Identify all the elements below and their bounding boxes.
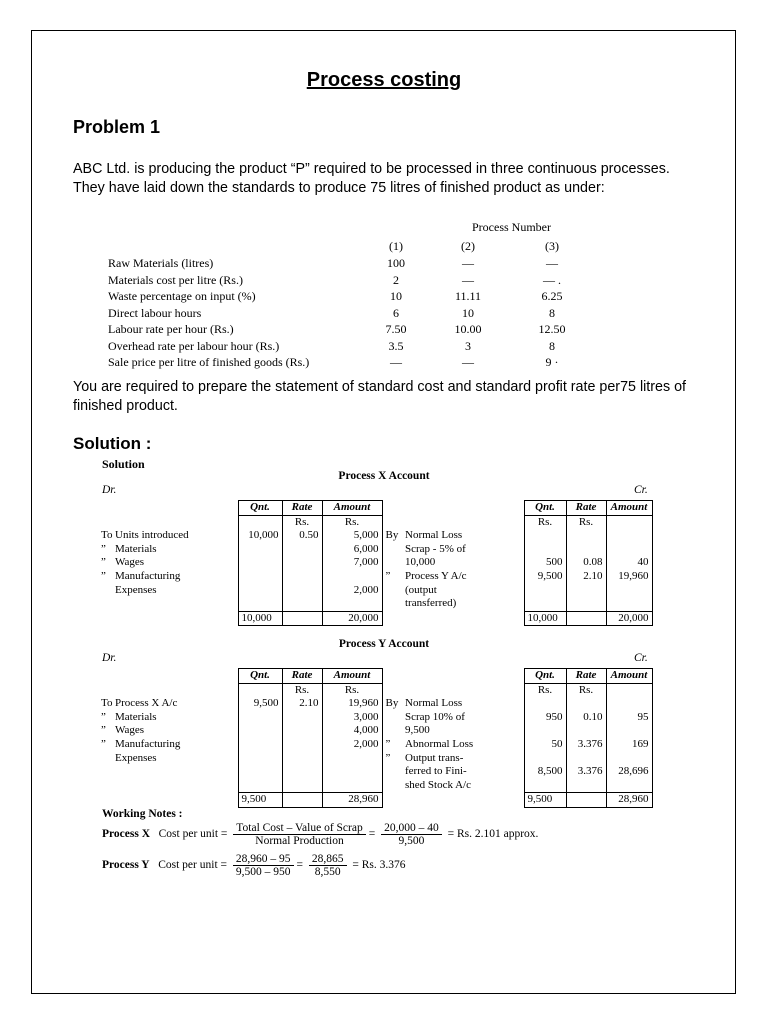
entry-rate [282,738,322,752]
entry-amount: 2,000 [322,584,382,598]
entry-amount [606,597,652,611]
fraction-denominator: 9,500 [398,835,425,847]
fraction-numerator: 28,960 – 95 [233,853,294,866]
entry-particulars: Manufacturing [115,737,181,750]
entry-qnt [524,724,566,738]
entry-qnt [238,738,282,752]
ledger-entry-row [98,570,652,584]
entry-rate [282,711,322,725]
standards-cell: 3 [465,338,471,353]
standards-cell: 2 [393,272,399,287]
ledger-entry-row [98,724,652,738]
ledger-entry-row [98,752,652,766]
standards-column-row [100,239,590,255]
unit-label: Rs. [282,683,322,697]
process-y-cr: Cr. [634,652,648,664]
col-header-qnt: Qnt. [524,669,566,684]
entry-particulars: Scrap 10% of [405,710,465,723]
entry-amount: 3,000 [322,711,382,725]
unit-label: Rs. [322,683,382,697]
process-x-working-result: = Rs. 2.101 approx. [447,828,539,841]
entry-amount [606,543,652,557]
ledger-cell [282,611,322,626]
entry-rate: 0.50 [282,529,322,543]
entry-particulars: Scrap - 5% of [405,542,466,555]
process-y-dr: Dr. [102,652,117,664]
ledger-cell [382,669,524,684]
ledger-units-row [98,683,652,697]
standards-row-label: Raw Materials (litres) [108,256,214,270]
entry-amount: 19,960 [606,570,652,584]
entry-amount: 95 [606,711,652,725]
solution-subheading: Solution [102,457,145,471]
entry-prefix [382,597,402,611]
ledger-total-row [98,793,652,808]
entry-amount [322,765,382,779]
entry-rate: 0.08 [566,556,606,570]
standards-cell: 3.5 [388,338,404,353]
ledger-units-row [98,515,652,529]
standards-row-label: Sale price per litre of finished goods (Rs.) [108,355,310,369]
ledger-cell [566,793,606,808]
standards-header: Process Number [472,220,551,234]
entry-rate [566,543,606,557]
process-x-dr: Dr. [102,484,117,496]
ledger-cell [606,683,652,697]
standards-row-label: Labour rate per hour (Rs.) [108,322,234,336]
entry-particulars [112,779,238,793]
entry-prefix: ” [101,724,106,737]
standards-col-2: (2) [461,239,475,253]
fraction-numerator: 28,865 [309,853,347,866]
entry-prefix: To [101,697,113,710]
ledger-entry-row [98,529,652,543]
entry-prefix [98,584,112,598]
ledger-cell [606,515,652,529]
entry-amount [606,697,652,711]
entry-amount: 169 [606,738,652,752]
standards-row [100,289,590,305]
process-y-account-table [98,668,653,808]
entry-amount [322,570,382,584]
entry-qnt [238,752,282,766]
process-x-account-table [98,500,653,626]
entry-prefix [382,765,402,779]
standards-cell: — [462,272,474,287]
entry-qnt: 950 [524,711,566,725]
entry-amount [606,752,652,766]
standards-cell: 10 [390,289,402,303]
entry-particulars: Expenses [115,583,157,596]
standards-cell: 8 [549,305,555,320]
entry-qnt: 10,000 [238,529,282,543]
process-y-working-text: Cost per unit = [158,859,227,872]
entry-prefix: ” [385,751,391,764]
entry-rate: 0.10 [566,711,606,725]
standards-cell: — [546,256,558,270]
entry-prefix [98,779,112,793]
standards-row-label: Waste percentage on input (%) [108,289,256,303]
entry-prefix [382,584,402,598]
total-qnt: 10,000 [524,611,566,626]
col-header-rate: Rate [566,501,606,516]
ledger-entry-row [98,738,652,752]
entry-rate [282,597,322,611]
ledger-cell [98,611,238,626]
process-x-fraction-1 [233,822,365,847]
entry-rate [566,584,606,598]
entry-prefix [382,711,402,725]
page-title: Process costing [306,69,462,91]
standards-col-1: (1) [389,239,403,253]
fraction-numerator: 20,000 – 40 [381,822,442,835]
entry-qnt [524,752,566,766]
total-amount: 20,000 [606,611,652,626]
standards-cell: — [462,355,474,369]
entry-prefix: ” [101,737,106,750]
entry-qnt [524,543,566,557]
entry-amount: 2,000 [322,738,382,752]
standards-col-3: (3) [545,239,559,253]
standards-cell: 100 [387,256,405,270]
entry-rate [282,556,322,570]
entry-qnt: 50 [524,738,566,752]
process-x-title: Process X Account [338,470,430,482]
total-amount: 28,960 [606,793,652,808]
entry-qnt [238,711,282,725]
entry-particulars: Wages [115,724,145,737]
entry-amount [606,584,652,598]
standards-row-label: Overhead rate per labour hour (Rs.) [108,338,280,353]
entry-rate [282,765,322,779]
entry-qnt [524,584,566,598]
ledger-cell [98,669,238,684]
ledger-entry-row [98,597,652,611]
col-header-amount: Amount [322,669,382,684]
total-qnt: 9,500 [238,793,282,808]
entry-qnt [238,584,282,598]
standards-cell: 10.00 [454,322,482,336]
entry-qnt: 500 [524,556,566,570]
entry-amount [606,724,652,738]
ledger-entry-row [98,584,652,598]
ledger-entry-row [98,697,652,711]
entry-prefix: ” [385,569,391,582]
entry-amount: 6,000 [322,543,382,557]
entry-qnt [524,597,566,611]
entry-prefix: ” [101,556,106,569]
ledger-cell [98,501,238,516]
entry-rate [566,779,606,793]
entry-particulars: Normal Loss [405,529,463,542]
entry-particulars [112,765,238,779]
working-notes-heading: Working Notes : [102,808,183,820]
standards-cell: 6.25 [541,289,563,303]
entry-prefix [382,556,402,570]
fraction-denominator: 9,500 – 950 [235,866,291,878]
ledger-cell [382,683,524,697]
entry-prefix [98,752,112,766]
col-header-qnt: Qnt. [238,501,282,516]
entry-particulars: Materials [115,710,157,723]
standards-cell: 10 [462,305,474,320]
process-x-working-label: Process X [102,828,151,841]
col-header-rate: Rate [282,501,322,516]
entry-qnt: 8,500 [524,765,566,779]
standards-row [100,256,590,272]
process-y-working: Process Y Cost per unit = $\frac{28,960 - 95}{9,500 - 950}$ = $\frac{28,865}{8,550}$ = Rs. 3.376 [102,853,406,878]
process-y-title: Process Y Account [338,638,430,650]
entry-prefix: By [385,697,399,710]
entry-prefix: ” [101,569,106,582]
requirement-paragraph: You are required to prepare the statement of standard cost and standard profit rate per75 litres of finished product. [73,379,687,414]
entry-qnt [238,779,282,793]
entry-rate [282,584,322,598]
intro-paragraph: ABC Ltd. is producing the product “P” required to be processed in three continuous processes. They have laid down the standards to produce 75 litres of finished product as under: [73,161,670,196]
fraction-numerator: Total Cost – Value of Scrap [233,822,365,835]
problem-heading: Problem 1 [73,117,161,137]
entry-amount: 5,000 [322,529,382,543]
entry-particulars: Materials [115,542,157,555]
standards-row [100,322,590,338]
entry-amount [322,779,382,793]
entry-rate: 3.376 [566,765,606,779]
col-header-rate: Rate [566,669,606,684]
entry-prefix [382,724,402,738]
entry-particulars: (output [405,583,437,596]
entry-particulars: Wages [115,556,145,569]
ledger-cell [282,793,322,808]
ledger-cell [382,793,524,808]
ledger-entry-row [98,556,652,570]
entry-amount: 28,696 [606,765,652,779]
ledger-cell [382,611,524,626]
entry-amount: 40 [606,556,652,570]
ledger-cell [382,501,524,516]
standards-row-label: Materials cost per litre (Rs.) [108,272,243,287]
standards-row-label: Direct labour hours [108,305,202,320]
ledger-entry-row [98,711,652,725]
entry-amount [322,597,382,611]
standards-row [100,339,590,355]
process-x-cr: Cr. [634,484,648,496]
entry-rate [282,752,322,766]
entry-amount [322,752,382,766]
entry-particulars: Output trans- [405,751,464,764]
entry-qnt [238,724,282,738]
entry-qnt [524,779,566,793]
ledger-cell [238,515,282,529]
unit-label: Rs. [282,515,322,529]
ledger-entry-row [98,765,652,779]
entry-particulars: Normal Loss [405,697,463,710]
standards-cell: 9 · [545,355,559,369]
standards-cell: — [462,256,474,270]
col-header-amount: Amount [322,501,382,516]
entry-rate [282,543,322,557]
entry-rate [566,597,606,611]
entry-amount: 7,000 [322,556,382,570]
standards-cell: — . [543,272,561,287]
standards-cell: 8 [549,338,555,353]
entry-prefix: ” [385,737,391,750]
entry-amount: 19,960 [322,697,382,711]
solution-heading: Solution : [73,434,152,453]
ledger-cell [382,515,524,529]
entry-qnt [524,529,566,543]
entry-particulars: Units introduced [115,529,189,542]
entry-rate [282,570,322,584]
process-y-fraction-2 [309,853,347,878]
entry-amount [606,779,652,793]
col-header-amount: Amount [606,669,652,684]
col-header-qnt: Qnt. [524,501,566,516]
col-header-amount: Amount [606,501,652,516]
process-x-working: Process X Cost per unit = $\frac{\text{Total Cost – Value of Scrap}}{\text{Normal Production}}$ = $\frac{20,000 - 40}{9,500}$ = Rs. 2.101 approx. [102,822,539,847]
standards-row [100,306,590,322]
entry-rate [566,752,606,766]
standards-cell: — [390,355,402,369]
entry-prefix: To [101,529,113,542]
entry-rate [282,724,322,738]
ledger-cell [238,683,282,697]
entry-particulars: Process X A/c [115,697,178,710]
process-x-working-text: Cost per unit = [158,828,228,841]
standards-cell: 7.50 [385,322,407,336]
total-amount: 20,000 [322,611,382,626]
entry-rate: 2.10 [566,570,606,584]
standards-cell: 12.50 [538,322,566,336]
entry-amount [606,529,652,543]
entry-qnt: 9,500 [238,697,282,711]
entry-rate [566,697,606,711]
fraction-denominator: 8,550 [314,866,341,878]
col-header-qnt: Qnt. [238,669,282,684]
ledger-total-row [98,611,652,626]
total-qnt: 9,500 [524,793,566,808]
unit-label: Rs. [566,683,606,697]
entry-particulars: ferred to Fini- [405,765,467,778]
entry-particulars: Process Y A/c [405,569,467,582]
entry-qnt [238,556,282,570]
entry-rate: 2.10 [282,697,322,711]
unit-label: Rs. [322,515,382,529]
entry-qnt: 9,500 [524,570,566,584]
process-x-fraction-2 [381,822,442,847]
unit-label: Rs. [524,515,566,529]
entry-qnt [524,697,566,711]
standards-cell: 6 [393,305,399,320]
ledger-cell [98,793,238,808]
entry-rate: 3.376 [566,738,606,752]
entry-particulars: Manufacturing [115,569,181,582]
entry-rate [566,724,606,738]
process-y-fraction-1 [233,853,294,878]
unit-label: Rs. [524,683,566,697]
ledger-header-row [98,501,652,516]
total-amount: 28,960 [322,793,382,808]
entry-qnt [238,597,282,611]
entry-qnt [238,570,282,584]
ledger-cell [98,515,238,529]
entry-particulars: 9,500 [405,724,430,737]
entry-prefix [382,779,402,793]
entry-prefix [382,543,402,557]
entry-qnt [238,765,282,779]
entry-rate [282,779,322,793]
entry-prefix: By [385,529,399,542]
unit-label: Rs. [566,515,606,529]
process-y-working-result: = Rs. 3.376 [352,859,406,872]
entry-particulars: Abnormal Loss [405,737,474,750]
entry-particulars [112,597,238,611]
process-y-working-label: Process Y [102,859,150,872]
entry-amount: 4,000 [322,724,382,738]
entry-rate [566,529,606,543]
standards-cell: 11.11 [454,289,482,303]
entry-prefix: ” [101,710,106,723]
entry-prefix [98,597,112,611]
standards-row [100,355,590,371]
ledger-entry-row [98,543,652,557]
ledger-header-row [98,669,652,684]
fraction-denominator: Normal Production [255,835,344,847]
entry-particulars: 10,000 [405,556,436,569]
standards-row [100,273,590,289]
entry-qnt [238,543,282,557]
entry-prefix [98,765,112,779]
ledger-entry-row [98,779,652,793]
ledger-cell [98,683,238,697]
entry-particulars: transferred) [405,597,457,610]
entry-particulars: shed Stock A/c [405,778,471,791]
entry-particulars: Expenses [115,751,157,764]
col-header-rate: Rate [282,669,322,684]
ledger-cell [566,611,606,626]
total-qnt: 10,000 [238,611,282,626]
entry-prefix: ” [101,542,106,555]
